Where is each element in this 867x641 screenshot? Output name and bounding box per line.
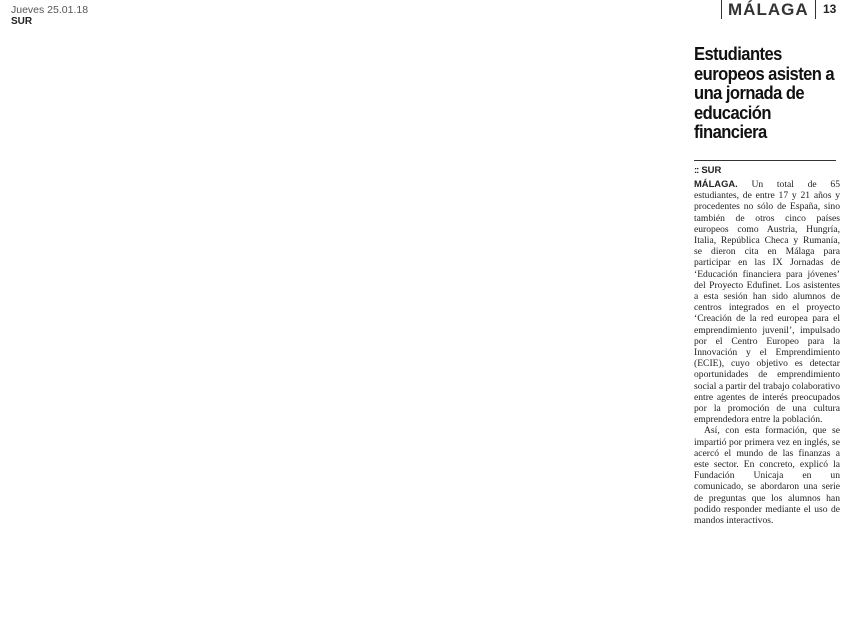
- paragraph-text: Un total de 65 estudiantes, de entre 17 y 21 años y procedentes no sólo de España, sino también de otros cinco países europeos como Austria, Hungría, Italia, República Checa y Rumanía, se dieron cita en Málaga para participar en las IX Jornadas de ‘Educación financiera para jóvenes’ del Proyecto Edufinet. Los asistentes a esta sesión han sido alumnos de centros integrados en el proyecto ‘Creación de la red europea para el emprendimiento juvenil’, impulsado por el Centro Europeo para la Innovación y el Emprendimiento (ECIE), cuyo objetivo es detectar oportunidades de emprendimiento social a partir del trabajo colaborativo entre agentes de interés preocupados por la promoción de una cultura emprendedora entre la población.: [694, 179, 840, 426]
- page-header: [11, 4, 88, 28]
- byline-divider: [694, 160, 836, 161]
- article-paragraph: [694, 425, 840, 526]
- byline-author: SUR: [701, 165, 722, 176]
- publication-name: SUR: [11, 16, 33, 27]
- lead-location: MÁLAGA.: [694, 178, 738, 189]
- article-headline: Estudiantes europeos asisten a una jornada de educación financiera: [694, 44, 835, 142]
- page-number: 13: [823, 2, 837, 16]
- paragraph-text: Así, con esta formación, que se impartió por primera vez en inglés, se acercó el mundo de las finanzas a este sector. En concreto, explicó la Fundación Unicaja en un comunicado, se abordaron una serie de preguntas que los alumnos han podido responder mediante el uso de mandos interactivos.: [694, 425, 840, 527]
- article-byline: [694, 165, 721, 176]
- issue-date: Jueves 25.01.18: [11, 4, 89, 16]
- section-label: MÁLAGA: [721, 0, 816, 19]
- article-body: [694, 178, 840, 526]
- article-paragraph: [694, 178, 840, 425]
- byline-marker: ::: [694, 165, 699, 176]
